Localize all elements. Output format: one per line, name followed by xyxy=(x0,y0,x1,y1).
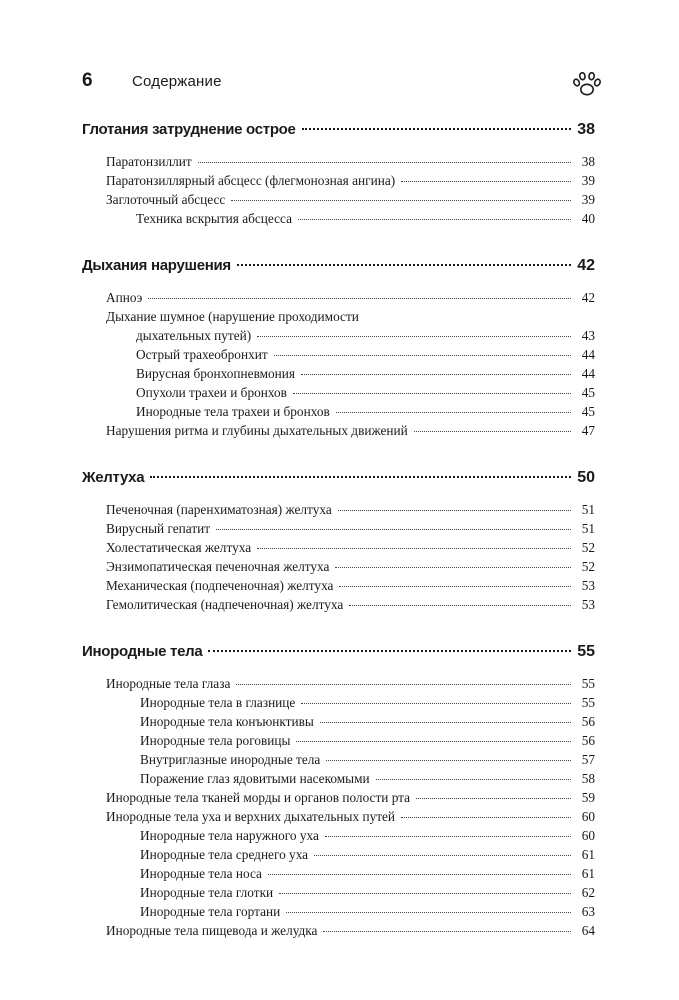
dot-leader xyxy=(257,336,571,337)
entry-title: Гемолитическая (надпеченочная) желтуха xyxy=(106,597,344,612)
toc-section xyxy=(82,465,595,614)
entry-page-number: 44 xyxy=(581,366,595,381)
entry-page-number: 55 xyxy=(581,695,595,710)
section-title: Инородные тела xyxy=(82,643,203,660)
entry-title: Холестатическая желтуха xyxy=(106,540,252,555)
toc-section xyxy=(82,639,595,940)
toc-entry xyxy=(82,519,595,538)
section-page-number: 42 xyxy=(577,257,595,274)
toc-entry xyxy=(82,576,595,595)
section-title: Дыхания нарушения xyxy=(82,257,231,274)
entry-title: Заглоточный абсцесс xyxy=(106,192,226,207)
entry-page-number: 61 xyxy=(581,866,595,881)
entry-page-number: 62 xyxy=(581,885,595,900)
table-of-contents xyxy=(82,117,595,965)
dot-leader xyxy=(302,128,572,130)
page-number: 6 xyxy=(82,70,93,91)
entry-page-number: 47 xyxy=(581,423,595,438)
entry-page-number: 61 xyxy=(581,847,595,862)
entry-page-number: 58 xyxy=(581,771,595,786)
toc-entry xyxy=(82,595,595,614)
section-title: Глотания затруднение острое xyxy=(82,121,296,138)
entry-title: Паратонзиллит xyxy=(106,154,192,169)
entry-page-number: 40 xyxy=(581,211,595,226)
entry-title: Острый трахеобронхит xyxy=(136,347,268,362)
dot-leader xyxy=(338,510,571,511)
entry-page-number: 56 xyxy=(581,714,595,729)
toc-section-heading xyxy=(82,639,595,665)
entry-page-number: 57 xyxy=(581,752,595,767)
entry-page-number: 52 xyxy=(581,559,595,574)
toc-entry xyxy=(82,921,595,940)
entry-title: Паратонзиллярный абсцесс (флегмонозная ангина) xyxy=(106,173,396,188)
toc-entry xyxy=(82,209,595,228)
entry-page-number: 64 xyxy=(581,923,595,938)
entry-page-number: 52 xyxy=(581,540,595,555)
toc-entry xyxy=(82,826,595,845)
entry-page-number: 39 xyxy=(581,173,595,188)
entry-title: Дыхание шумное (нарушение проходимости xyxy=(106,309,359,324)
entry-title: Инородные тела уха и верхних дыхательных путей xyxy=(106,809,396,824)
toc-entry xyxy=(82,693,595,712)
dot-leader xyxy=(298,219,571,220)
dot-leader xyxy=(236,684,571,685)
entry-title: Вирусный гепатит xyxy=(106,521,211,536)
entry-page-number: 60 xyxy=(581,828,595,843)
section-page-number: 38 xyxy=(577,121,595,138)
toc-entry xyxy=(82,402,595,421)
entry-page-number: 44 xyxy=(581,347,595,362)
dot-leader xyxy=(416,798,571,799)
dot-leader xyxy=(286,912,571,913)
entry-title: Нарушения ритма и глубины дыхательных движений xyxy=(106,423,408,438)
dot-leader xyxy=(401,817,571,818)
entry-page-number: 55 xyxy=(581,676,595,691)
dot-leader xyxy=(293,393,571,394)
toc-entry xyxy=(82,845,595,864)
entry-title: дыхательных путей) xyxy=(136,328,252,343)
entry-title: Апноэ xyxy=(106,290,143,305)
toc-entry xyxy=(82,883,595,902)
entry-page-number: 56 xyxy=(581,733,595,748)
dot-leader xyxy=(198,162,571,163)
toc-entry xyxy=(82,307,595,326)
toc-section xyxy=(82,117,595,228)
dot-leader xyxy=(268,874,571,875)
toc-entry xyxy=(82,769,595,788)
entry-title: Инородные тела роговицы xyxy=(140,733,291,748)
entry-title: Инородные тела среднего уха xyxy=(140,847,309,862)
entry-title: Техника вскрытия абсцесса xyxy=(136,211,293,226)
entry-page-number: 38 xyxy=(581,154,595,169)
toc-entry xyxy=(82,712,595,731)
entry-title: Инородные тела носа xyxy=(140,866,262,881)
toc-section-heading xyxy=(82,253,595,279)
toc-entry xyxy=(82,731,595,750)
entry-title: Инородные тела гортани xyxy=(140,904,281,919)
entry-title: Инородные тела трахеи и бронхов xyxy=(136,404,330,419)
entry-title: Вирусная бронхопневмония xyxy=(136,366,296,381)
entry-title: Энзимопатическая печеночная желтуха xyxy=(106,559,330,574)
dot-leader xyxy=(301,374,571,375)
toc-entry xyxy=(82,864,595,883)
dot-leader xyxy=(339,586,571,587)
dot-leader xyxy=(314,855,571,856)
paw-print-icon xyxy=(572,70,602,98)
section-title: Желтуха xyxy=(82,469,145,486)
dot-leader xyxy=(148,298,571,299)
toc-entry xyxy=(82,326,595,345)
dot-leader xyxy=(279,893,571,894)
entry-title: Поражение глаз ядовитыми насекомыми xyxy=(140,771,370,786)
toc-entry xyxy=(82,190,595,209)
section-page-number: 50 xyxy=(577,469,595,486)
entry-title: Инородные тела пищевода и желудка xyxy=(106,923,318,938)
entry-title: Инородные тела тканей морды и органов полости рта xyxy=(106,790,411,805)
toc-section-heading xyxy=(82,117,595,143)
entry-page-number: 43 xyxy=(581,328,595,343)
entry-page-number: 45 xyxy=(581,385,595,400)
section-page-number: 55 xyxy=(577,643,595,660)
toc-entry xyxy=(82,557,595,576)
entry-page-number: 53 xyxy=(581,597,595,612)
running-title: Содержание xyxy=(132,73,222,90)
entry-title: Опухоли трахеи и бронхов xyxy=(136,385,287,400)
toc-entry xyxy=(82,750,595,769)
entry-title: Инородные тела глаза xyxy=(106,676,231,691)
toc-entry xyxy=(82,421,595,440)
dot-leader xyxy=(323,931,571,932)
dot-leader xyxy=(325,836,571,837)
dot-leader xyxy=(208,650,571,652)
entry-title: Механическая (подпеченочная) желтуха xyxy=(106,578,334,593)
toc-entry xyxy=(82,152,595,171)
toc-entry xyxy=(82,538,595,557)
dot-leader xyxy=(349,605,571,606)
entry-title: Инородные тела в глазнице xyxy=(140,695,296,710)
entry-title: Инородные тела глотки xyxy=(140,885,274,900)
entry-page-number: 42 xyxy=(581,290,595,305)
dot-leader xyxy=(301,703,571,704)
toc-entry xyxy=(82,288,595,307)
entry-title: Внутриглазные инородные тела xyxy=(140,752,321,767)
entry-page-number: 63 xyxy=(581,904,595,919)
entry-page-number: 45 xyxy=(581,404,595,419)
entry-page-number: 60 xyxy=(581,809,595,824)
entry-title: Инородные тела конъюнктивы xyxy=(140,714,314,729)
dot-leader xyxy=(237,264,571,266)
dot-leader xyxy=(401,181,571,182)
toc-entry xyxy=(82,788,595,807)
dot-leader xyxy=(257,548,571,549)
entry-page-number: 51 xyxy=(581,521,595,536)
toc-entry xyxy=(82,807,595,826)
toc-entry xyxy=(82,364,595,383)
toc-section-heading xyxy=(82,465,595,491)
toc-section xyxy=(82,253,595,440)
dot-leader xyxy=(335,567,571,568)
entry-page-number: 59 xyxy=(581,790,595,805)
running-head xyxy=(82,70,602,100)
dot-leader xyxy=(376,779,571,780)
entry-page-number: 39 xyxy=(581,192,595,207)
dot-leader xyxy=(296,741,571,742)
dot-leader xyxy=(320,722,571,723)
toc-entry xyxy=(82,171,595,190)
toc-entry xyxy=(82,902,595,921)
entry-page-number: 51 xyxy=(581,502,595,517)
dot-leader xyxy=(216,529,571,530)
dot-leader xyxy=(414,431,571,432)
dot-leader xyxy=(336,412,571,413)
dot-leader xyxy=(274,355,571,356)
dot-leader xyxy=(326,760,571,761)
entry-title: Инородные тела наружного уха xyxy=(140,828,319,843)
toc-entry xyxy=(82,674,595,693)
entry-page-number: 53 xyxy=(581,578,595,593)
toc-entry xyxy=(82,500,595,519)
toc-entry xyxy=(82,345,595,364)
dot-leader xyxy=(150,476,571,478)
dot-leader xyxy=(231,200,571,201)
entry-title: Печеночная (паренхиматозная) желтуха xyxy=(106,502,332,517)
toc-entry xyxy=(82,383,595,402)
